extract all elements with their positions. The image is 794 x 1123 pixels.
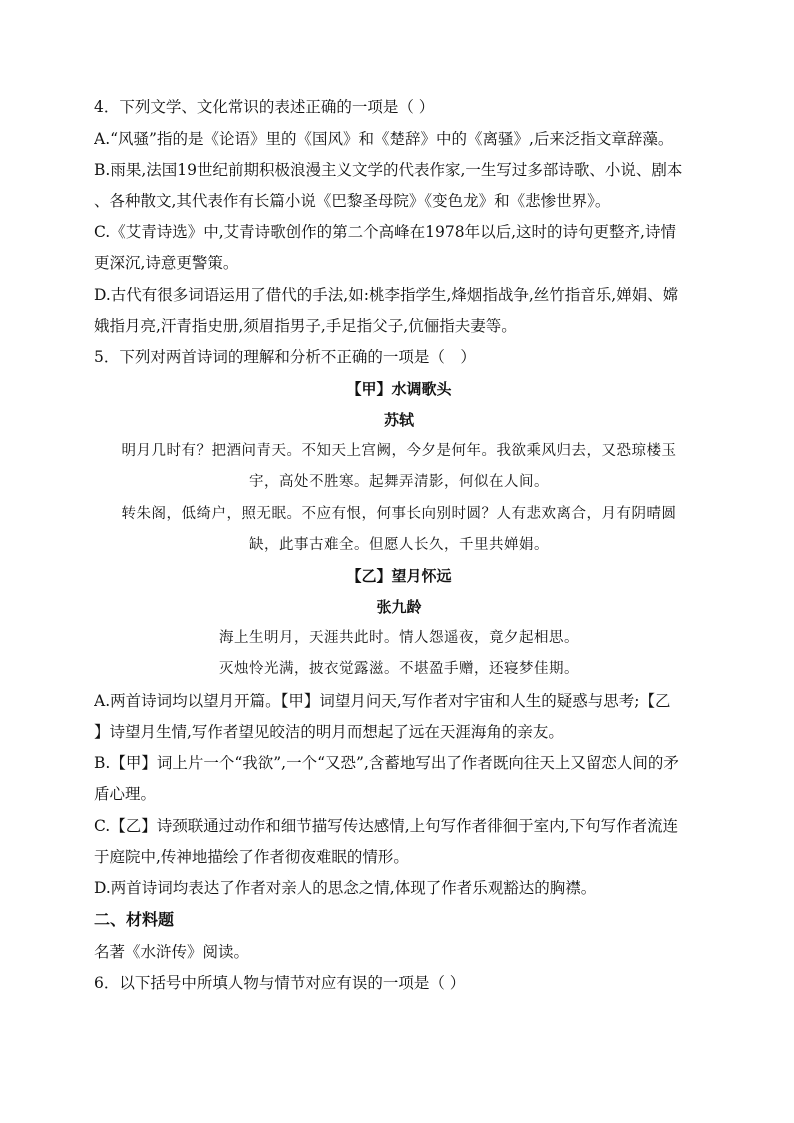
question-5-option-a-line2: 】诗望月生情,写作者望见皎洁的明月而想起了远在天涯海角的亲友。 — [94, 723, 564, 741]
question-5-option-b-line1: B.【甲】词上片一个“我欲”,一个“又恐”,含蓄地写出了作者既向往天上又留恋人间的矛 — [94, 754, 679, 772]
question-4-option-c-line1: C.《艾青诗选》中,艾青诗歌创作的第二个高峰在1978年以后,这时的诗句更整齐,诗情 — [94, 223, 676, 241]
poem-2-author: 张九龄 — [376, 598, 422, 616]
question-4-option-c-line2: 更深沉,诗意更警策。 — [94, 254, 239, 272]
question-5-option-b-line2: 盾心理。 — [94, 785, 157, 803]
question-4-stem: 4．下列文学、文化常识的表述正确的一项是（ ） — [94, 98, 435, 116]
question-4-option-b-line1: B.雨果,法国19世纪前期积极浪漫主义文学的代表作家,一生写过多部诗歌、小说、剧本 — [94, 161, 683, 179]
question-5-option-a-line1: A.两首诗词均以望月开篇。【甲】词望月问天,写作者对宇宙和人生的疑惑与思考;【乙 — [94, 692, 671, 710]
question-6-stem: 6．以下括号中所填人物与情节对应有误的一项是（ ） — [94, 974, 466, 992]
poem-1-line: 缺，此事古难全。但愿人长久，千里共婵娟。 — [249, 537, 549, 553]
section-heading: 二、材料题 — [94, 910, 175, 929]
poem-1-line: 转朱阁，低绮户，照无眠。不应有恨，何事长向别时圆？人有悲欢离合，月有阴晴圆 — [121, 506, 677, 522]
question-5-option-c-line2: 于庭院中,传神地描绘了作者彻夜难眠的情形。 — [94, 848, 409, 866]
poem-1-line: 宇，高处不胜寒。起舞弄清影，何似在人间。 — [249, 474, 549, 490]
question-4-option-d-line1: D.古代有很多词语运用了借代的手法,如:桃李指学生,烽烟指战争,丝竹指音乐,婵娟、嫦 — [94, 286, 679, 304]
poem-2-line: 灭烛怜光满，披衣觉露滋。不堪盈手赠，还寝梦佳期。 — [219, 661, 579, 677]
poem-1-author: 苏轼 — [383, 411, 414, 429]
question-4-option-d-line2: 娥指月亮,汗青指史册,须眉指男子,手足指父子,伉俪指夫妻等。 — [94, 317, 517, 335]
section-intro: 名著《水浒传》阅读。 — [94, 943, 250, 961]
poem-2-title: 【乙】望月怀远 — [346, 567, 452, 585]
poem-1-title: 【甲】水调歌头 — [346, 380, 452, 398]
poem-1-line: 明月几时有？把酒问青天。不知天上宫阙，今夕是何年。我欲乘风归去，又恐琼楼玉 — [121, 443, 677, 459]
question-4-option-b-line2: 、各种散文,其代表作有长篇小说《巴黎圣母院》《变色龙》和《悲惨世界》。 — [94, 192, 611, 210]
question-4-option-a: A.“风骚”指的是《论语》里的《国风》和《楚辞》中的《离骚》,后来泛指文章辞藻。 — [94, 130, 674, 148]
question-5-option-c-line1: C.【乙】诗颈联通过动作和细节描写传达感情,上句写作者徘徊于室内,下句写作者流连 — [94, 817, 679, 835]
question-5-stem: 5．下列对两首诗词的理解和分析不正确的一项是（ ） — [94, 348, 476, 366]
question-5-option-d: D.两首诗词均表达了作者对亲人的思念之情,体现了作者乐观豁达的胸襟。 — [94, 879, 597, 897]
poem-2-line: 海上生明月，天涯共此时。情人怨遥夜，竟夕起相思。 — [219, 630, 579, 646]
